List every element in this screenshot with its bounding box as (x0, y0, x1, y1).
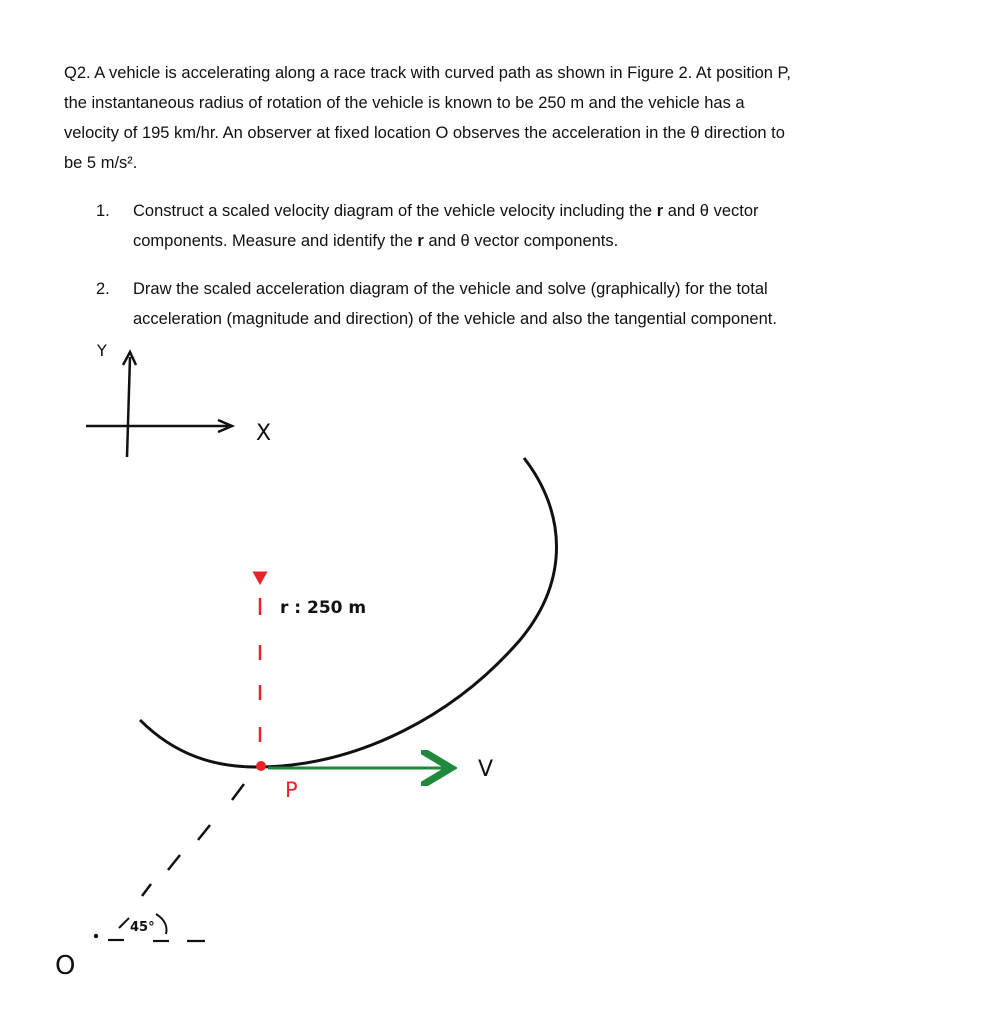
task-2-line-2: acceleration (magnitude and direction) of the vehicle and also the tangential component. (133, 310, 777, 328)
task-number-2: 2. (96, 280, 110, 298)
y-axis (127, 357, 130, 457)
observer-line (142, 784, 244, 896)
center-marker (255, 573, 265, 582)
question-line-4: be 5 m/s². (64, 154, 138, 172)
y-axis-label: Y (97, 341, 107, 360)
radius-label: r : 250 m (280, 598, 367, 618)
task-1-line-2: components. Measure and identify the r and θ vector components. (133, 232, 619, 250)
task-number-1: 1. (96, 202, 110, 220)
task-1-line-1: Construct a scaled velocity diagram of the vehicle velocity including the r and θ vector (133, 202, 759, 220)
angle-annotation (94, 914, 205, 941)
point-p-marker (256, 761, 266, 771)
x-axis-label: X (256, 421, 272, 446)
velocity-vector (268, 757, 493, 782)
angle-arc (156, 914, 167, 934)
task-2-line-1: Draw the scaled acceleration diagram of the vehicle and solve (graphically) for the total (133, 280, 768, 298)
origin-label: O (55, 951, 76, 981)
question-line-3: velocity of 195 km/hr. An observer at fixed location O observes the acceleration in the θ direction to (64, 124, 785, 142)
question-line-1: Q2. A vehicle is accelerating along a race track with curved path as shown in Figure 2. At position P, (64, 64, 792, 82)
point-p-label: P (285, 778, 298, 802)
question-line-2: the instantaneous radius of rotation of the vehicle is known to be 250 m and the vehicle has a (64, 94, 745, 112)
angle-label: 45° (130, 920, 155, 935)
axes (86, 341, 271, 457)
radius-line (255, 573, 366, 771)
velocity-label: V (478, 757, 494, 782)
